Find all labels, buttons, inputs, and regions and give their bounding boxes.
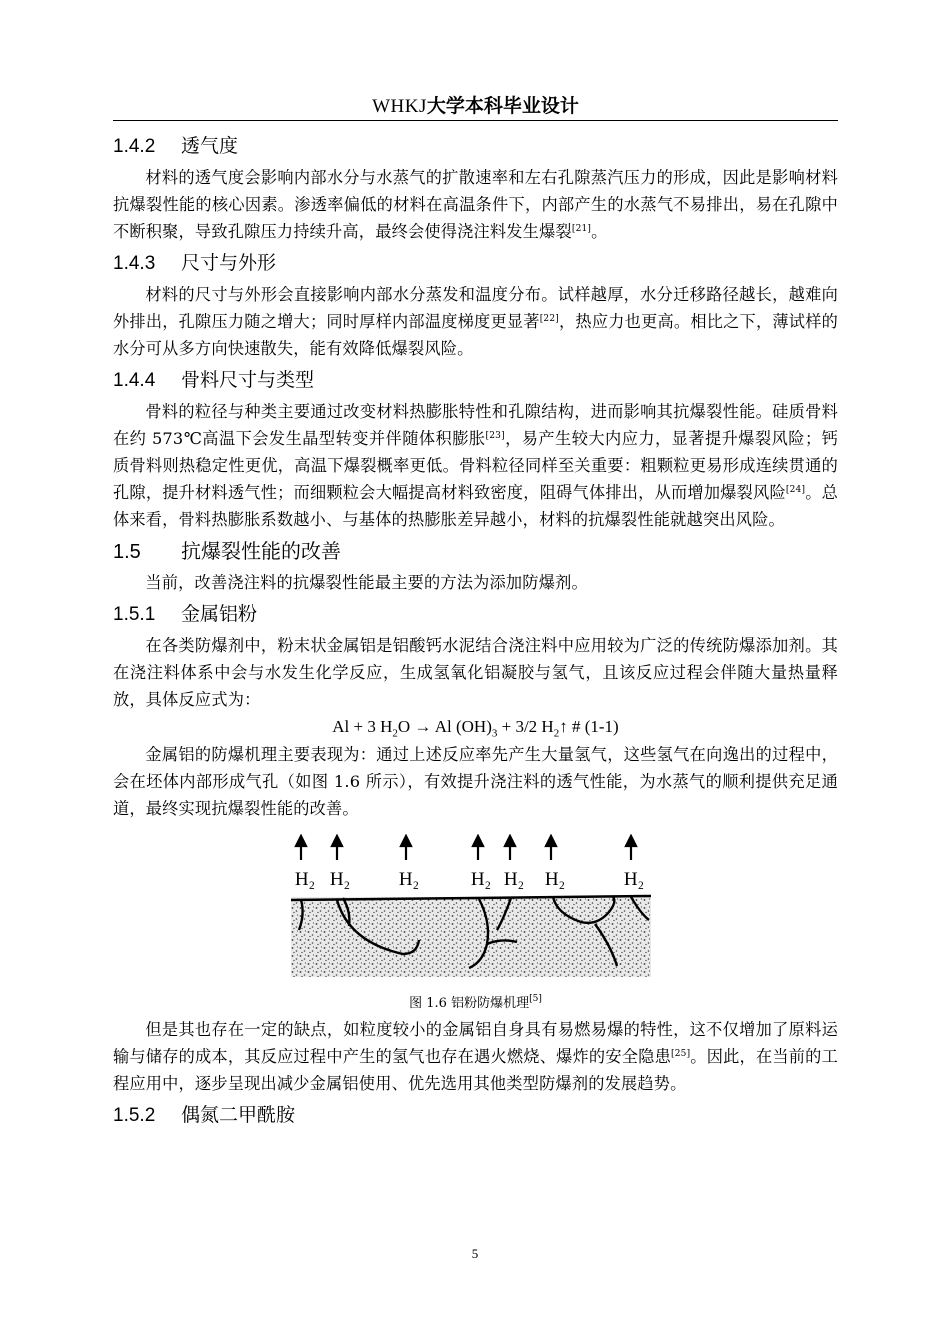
paragraph: 金属铝的防爆机理主要表现为：通过上述反应率先产生大量氢气，这些氢气在向逸出的过程中，会在坯体内部形成气孔（如图 1.6 所示），有效提升浇注料的透气性能，为水蒸气的顺利提供充足通道，最终实现抗爆裂性能的改善。 [113, 745, 838, 818]
paragraph-text: 材料的尺寸与外形会直接影响内部水分蒸发和温度分布。试样越厚，水分迁移路径越长，越难向外排出，孔隙压力随之增大；同时厚样内部温度梯度更显著 [113, 285, 838, 331]
equation-subscript: 2 [553, 727, 560, 740]
paragraph-text: 但是其也存在一定的缺点，如粒度较小的金属铝自身具有易燃易爆的特性，这不仅增加了原料运输与储存的成本，其反应过程中产生的氢气也存在遇火燃烧、爆炸的安全隐患 [113, 1020, 838, 1066]
figure-aluminum-mechanism [113, 828, 838, 992]
arrowhead-icon [505, 836, 515, 846]
paragraph-text: 。 [591, 222, 608, 241]
h2-label: H₂ [623, 869, 645, 890]
section-title: 骨料尺寸与类型 [181, 369, 315, 391]
h2-label: H₂ [398, 869, 420, 890]
equation-part: O → Al (OH) [397, 717, 492, 736]
section-title: 抗爆裂性能的改善 [181, 539, 341, 563]
equation-subscript: 2 [392, 727, 398, 740]
section-heading [113, 596, 838, 632]
arrowhead-icon [401, 836, 411, 846]
h2-label: H₂ [470, 869, 492, 890]
section-heading [113, 1097, 838, 1133]
equation [113, 713, 838, 741]
h2-label: H₂ [503, 869, 525, 890]
citation: [24] [785, 485, 806, 495]
paragraph-text: 骨料的粒径与种类主要通过改变材料热膨胀特性和孔隙结构，进而影响其抗爆裂性能。硅质骨料在约 573℃高温下会发生晶型转变并伴随体积膨胀 [113, 402, 838, 448]
section-number: 1.5.2 [113, 1105, 156, 1126]
section-heading [113, 533, 838, 569]
equation-part: ↑ # (1-1) [559, 717, 619, 736]
section-heading [113, 245, 838, 281]
castable-body [291, 897, 651, 977]
paragraph-text: 。总体来看，骨料热膨胀系数越小、与基体的热膨胀差异越小，材料的抗爆裂性能就越突出风险。 [113, 483, 838, 529]
citation: [23] [485, 431, 505, 441]
citation: [21] [571, 224, 592, 234]
arrowhead-icon [546, 836, 556, 846]
page-content [113, 128, 838, 1133]
section-number: 1.4.3 [113, 253, 156, 274]
paragraph: 当前，改善浇注料的抗爆裂性能最主要的方法为添加防爆剂。 [145, 573, 588, 592]
equation-part: Al + 3 H [332, 717, 393, 736]
paragraph-text: ，易产生较大内应力，显著提升爆裂风险；钙质骨料则热稳定性更优，高温下爆裂概率更低。骨料粒径同样至关重要：粗颗粒更易形成连续贯通的孔隙，提升材料透气性；而细颗粒会大幅提高材料致密度，阻碍气体排出，从而增加爆裂风险 [113, 429, 838, 502]
figure-caption [113, 992, 838, 1016]
header-title: 大学本科毕业设计 [426, 95, 579, 117]
caption-text: 图 1.6 铝粉防爆机理 [409, 996, 530, 1011]
equation-part: + 3/2 H [497, 717, 554, 736]
equation-subscript: 3 [491, 727, 498, 740]
citation: [22] [539, 314, 559, 324]
section-number: 1.4.2 [113, 136, 156, 157]
citation: [5] [529, 994, 542, 1004]
citation: [25] [671, 1049, 691, 1059]
arrows [296, 836, 636, 860]
paragraph: 在各类防爆剂中，粉末状金属铝是铝酸钙水泥结合浇注料中应用较为广泛的传统防爆添加剂。其在浇注料体系中会与水发生化学反应，生成氢氧化铝凝胶与氢气，且该反应过程会伴随大量热量释放，具体反应式为： [113, 636, 838, 709]
h2-label: H₂ [544, 869, 566, 890]
paragraph [113, 164, 838, 245]
section-title: 尺寸与外形 [181, 252, 277, 274]
page-header [113, 92, 838, 121]
h2-label: H₂ [294, 869, 316, 890]
section-number: 1.4.4 [113, 370, 156, 391]
header-latin: WHKJ [372, 96, 427, 117]
section-number: 1.5.1 [113, 604, 156, 625]
section-title: 金属铝粉 [181, 603, 258, 625]
paragraph-text: 。因此，在当前的工程应用中，逐步呈现出减少金属铝使用、优先选用其他类型防爆剂的发展趋势。 [113, 1047, 838, 1093]
paragraph-text: ，热应力也更高。相比之下，薄试样的水分可从多方向快速散失，能有效降低爆裂风险。 [113, 312, 839, 358]
page-number: 5 [471, 1246, 479, 1261]
section-title: 透气度 [181, 135, 239, 157]
paragraph [113, 1016, 838, 1097]
mechanism-diagram [291, 834, 651, 984]
arrowhead-icon [332, 836, 342, 846]
section-heading [113, 128, 838, 164]
paragraph-text: 材料的透气度会影响内部水分与水蒸气的扩散速率和左右孔隙蒸汽压力的形成，因此是影响材料抗爆裂性能的核心因素。渗透率偏低的材料在高温条件下，内部产生的水蒸气不易排出，易在孔隙中不断积聚，导致孔隙压力持续升高，最终会使得浇注料发生爆裂 [113, 168, 838, 241]
arrowhead-icon [296, 836, 306, 846]
section-heading [113, 362, 838, 398]
paragraph [113, 281, 838, 362]
section-number: 1.5 [113, 541, 141, 563]
section-title: 偶氮二甲酰胺 [181, 1104, 296, 1126]
h2-label: H₂ [329, 869, 351, 890]
paragraph [113, 398, 838, 533]
arrowhead-icon [626, 836, 636, 846]
arrowhead-icon [473, 836, 483, 846]
